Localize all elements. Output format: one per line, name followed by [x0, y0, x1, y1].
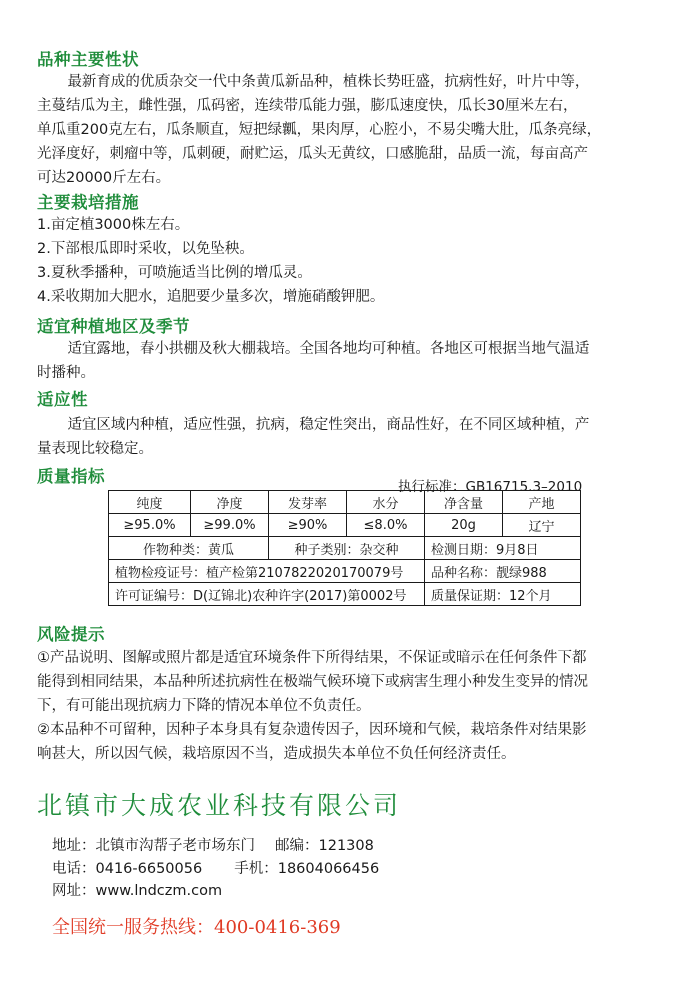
phone: 电话：0416-6650056: [52, 861, 203, 877]
test-date-cell: 检测日期：9月8日: [425, 537, 581, 560]
cultivation-heading: 主要栽培措施: [37, 193, 139, 212]
risk-heading: 风险提示: [37, 625, 105, 644]
seed-type-cell: 种子类别：杂交种: [269, 537, 425, 560]
table-row: [109, 491, 581, 514]
table-header: 产地: [503, 491, 581, 514]
cultivation-item: 3.夏秋季播种，可喷施适当比例的增瓜灵。: [37, 265, 312, 281]
risk-line: 响甚大，所以因气候，栽培原因不当，造成损失本单位不负任何经济责任。: [37, 746, 516, 762]
traits-text: [37, 70, 667, 190]
standard-label: 执行标准：GB16715.3–2010: [398, 479, 583, 495]
traits-line: 光泽度好，刺瘤中等，瓜刺硬，耐贮运，瓜头无黄纹，口感脆甜，品质一流，每亩高产: [37, 146, 588, 162]
table-header: 纯度: [109, 491, 191, 514]
table-cell: ≥99.0%: [191, 514, 269, 537]
traits-heading: 品种主要性状: [37, 50, 139, 69]
cultivation-item: 1.亩定植3000株左右。: [37, 217, 190, 233]
table-cell: 辽宁: [503, 514, 581, 537]
traits-line: 可达20000斤左右。: [37, 170, 171, 186]
adapt-line: 量表现比较稳定。: [37, 441, 153, 457]
table-row: [109, 537, 581, 560]
cultivation-list: [37, 213, 667, 309]
table-cell: ≥95.0%: [109, 514, 191, 537]
region-heading: 适宜种植地区及季节: [37, 317, 190, 336]
adapt-heading: 适应性: [37, 390, 88, 409]
website-row: [52, 881, 222, 901]
traits-line: 最新育成的优质杂交一代中条黄瓜新品种，植株长势旺盛，抗病性好，叶片中等，: [67, 74, 590, 90]
company-name: 北镇市大成农业科技有限公司: [37, 791, 402, 820]
risk-line: ②本品种不可留种，因种子本身具有复杂遗传因子，因环境和气候，栽培条件对结果影: [37, 722, 587, 738]
table-cell: ≥90%: [269, 514, 347, 537]
cultivation-item: 4.采收期加大肥水，追肥要少量多次，增施硝酸钾肥。: [37, 289, 385, 305]
table-row: [109, 583, 581, 606]
table-header: 发芽率: [269, 491, 347, 514]
traits-line: 单瓜重200克左右，瓜条顺直，短把绿瓤，果肉厚，心腔小，不易尖嘴大肚，瓜条亮绿，: [37, 122, 602, 138]
risk-line: ①产品说明、图解或照片都是适宜环境条件下所得结果，不保证或暗示在任何条件下都: [37, 650, 587, 666]
region-line: 时播种。: [37, 365, 95, 381]
quality-heading: 质量指标: [37, 467, 105, 486]
table-cell: 20g: [425, 514, 503, 537]
table-header: 净含量: [425, 491, 503, 514]
table-cell: ≤8.0%: [347, 514, 425, 537]
address-row: [52, 836, 374, 856]
risk-line: 能得到相同结果，本品种所述抗病性在极端气候环境下或病害生理小种发生变异的情况: [37, 674, 588, 690]
service-hotline: 全国统一服务热线：400-0416-369: [52, 917, 341, 938]
variety-cell: 品种名称：靓绿988: [425, 560, 581, 583]
table-header: 净度: [191, 491, 269, 514]
traits-line: 主蔓结瓜为主，雌性强，瓜码密，连续带瓜能力强，膨瓜速度快，瓜长30厘米左右，: [37, 98, 578, 114]
table-header: 水分: [347, 491, 425, 514]
license-cell: 许可证编号：D(辽锦北)农种许字(2017)第0002号: [109, 583, 425, 606]
postcode: 邮编：121308: [275, 838, 374, 854]
quality-table: [108, 490, 581, 606]
table-row: [109, 560, 581, 583]
mobile: 手机：18604066456: [234, 861, 380, 877]
table-row: [109, 514, 581, 537]
shelf-life-cell: 质量保证期：12个月: [425, 583, 581, 606]
adapt-line: 适宜区域内种植，适应性强，抗病，稳定性突出，商品性好，在不同区域种植，产: [67, 417, 590, 433]
risk-line: 下，有可能出现抗病力下降的情况本单位不负责任。: [37, 698, 371, 714]
phone-row: [52, 859, 379, 879]
risk-text: [37, 646, 667, 766]
cultivation-item: 2.下部根瓜即时采收，以免坠秧。: [37, 241, 254, 257]
address: 地址：北镇市沟帮子老市场东门: [52, 838, 255, 854]
website-link[interactable]: 网址：www.lndczm.com: [52, 883, 223, 899]
region-line: 适宜露地，春小拱棚及秋大棚栽培。全国各地均可种植。各地区可根据当地气温适: [67, 341, 590, 357]
region-text: [37, 337, 667, 385]
adapt-text: [37, 413, 667, 461]
crop-type-cell: 作物种类：黄瓜: [109, 537, 269, 560]
quarantine-cell: 植物检疫证号：植产检第2107822020170079号: [109, 560, 425, 583]
